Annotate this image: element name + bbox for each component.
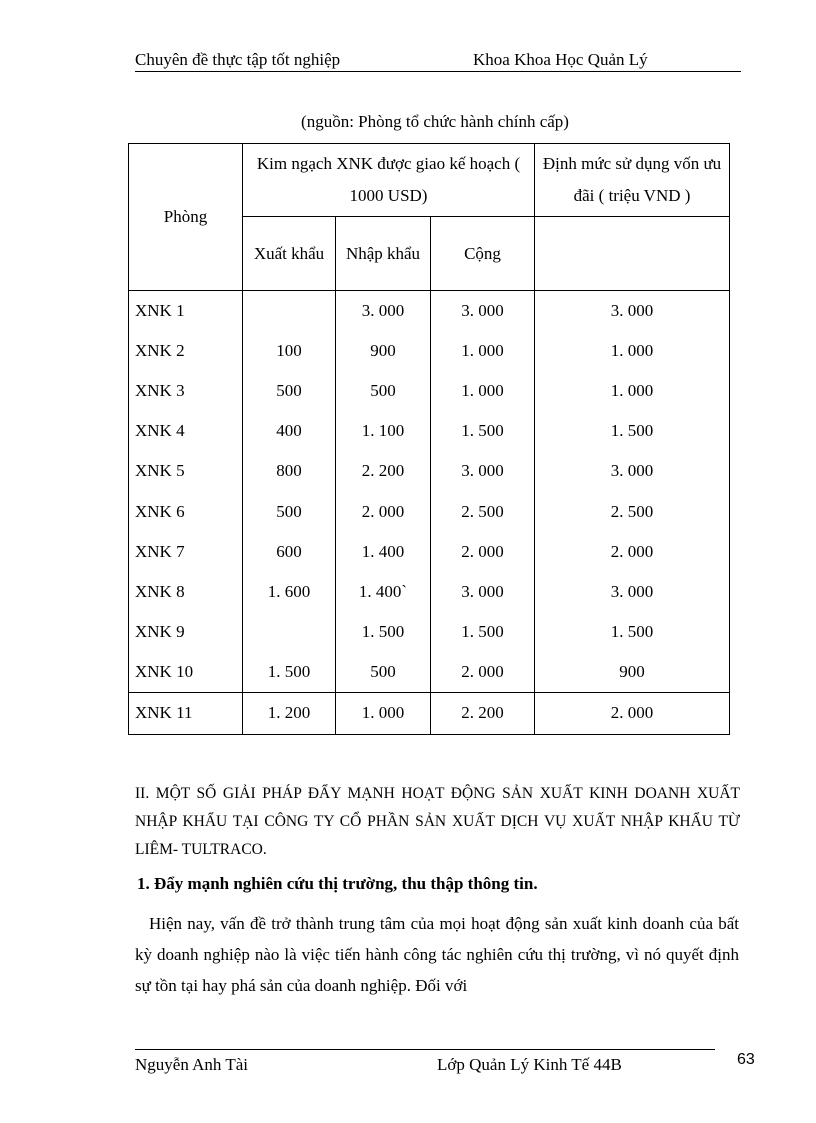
table-row — [129, 572, 730, 612]
cell-cong: 1. 500 — [431, 612, 535, 652]
page-number: 63 — [737, 1051, 755, 1068]
cell-phong: XNK 6 — [129, 491, 243, 531]
header-cong: Cộng — [431, 217, 535, 291]
cell-phong: XNK 7 — [129, 532, 243, 572]
cell-xuat-khau: 500 — [243, 371, 336, 411]
cell-phong: XNK 2 — [129, 331, 243, 371]
cell-dinh-muc: 2. 000 — [535, 692, 730, 734]
cell-xuat-khau: 400 — [243, 411, 336, 451]
header-faculty: Khoa Khoa Học Quản Lý — [473, 50, 648, 69]
cell-nhap-khau: 2. 200 — [336, 451, 431, 491]
table-row — [129, 371, 730, 411]
cell-xuat-khau: 800 — [243, 451, 336, 491]
cell-cong: 1. 500 — [431, 411, 535, 451]
body-paragraph: Hiện nay, vấn đề trở thành trung tâm của mọi hoạt động sản xuất kinh doanh của bất kỳ doanh nghiệp nào là việc tiến hành công tác nghiên cứu thị trường, vì nó quyết định sự tồn tại hay phá sản của doanh nghiệp. Đối với — [135, 914, 739, 995]
capital-quota-table — [128, 143, 730, 735]
header-nhap-khau: Nhập khẩu — [336, 217, 431, 291]
cell-dinh-muc: 1. 500 — [535, 411, 730, 451]
header-dinh-muc-blank — [535, 217, 730, 291]
cell-nhap-khau: 1. 100 — [336, 411, 431, 451]
header-rule — [135, 71, 741, 72]
cell-cong: 2. 500 — [431, 491, 535, 531]
cell-nhap-khau: 1. 400 — [336, 532, 431, 572]
cell-dinh-muc: 3. 000 — [535, 291, 730, 331]
cell-xuat-khau — [243, 612, 336, 652]
cell-cong: 2. 000 — [431, 652, 535, 692]
footer-author: Nguyễn Anh Tài — [135, 1055, 249, 1074]
cell-phong: XNK 8 — [129, 572, 243, 612]
table-row — [129, 411, 730, 451]
cell-cong: 1. 000 — [431, 331, 535, 371]
table-row — [129, 451, 730, 491]
header-dinh-muc: Định mức sử dụng vốn ưu đãi ( triệu VND ) — [535, 144, 730, 217]
cell-xuat-khau: 1. 600 — [243, 572, 336, 612]
table-row — [129, 291, 730, 331]
cell-xuat-khau: 500 — [243, 491, 336, 531]
header-phong: Phòng — [129, 144, 243, 291]
cell-xuat-khau: 100 — [243, 331, 336, 371]
cell-dinh-muc: 2. 500 — [535, 491, 730, 531]
table-row — [129, 532, 730, 572]
cell-nhap-khau: 3. 000 — [336, 291, 431, 331]
cell-xuat-khau: 600 — [243, 532, 336, 572]
cell-dinh-muc: 1. 500 — [535, 612, 730, 652]
page-header — [135, 48, 741, 72]
cell-cong: 3. 000 — [431, 291, 535, 331]
table-body — [129, 291, 730, 693]
table-row — [129, 612, 730, 652]
cell-cong: 1. 000 — [431, 371, 535, 411]
cell-xuat-khau: 1. 500 — [243, 652, 336, 692]
header-thesis-title: Chuyên đề thực tập tốt nghiệp — [135, 50, 341, 69]
footer-rule — [135, 1049, 715, 1050]
cell-phong: XNK 5 — [129, 451, 243, 491]
cell-dinh-muc: 900 — [535, 652, 730, 692]
header-xuat-khau: Xuất khẩu — [243, 217, 336, 291]
cell-dinh-muc: 2. 000 — [535, 532, 730, 572]
cell-nhap-khau: 900 — [336, 331, 431, 371]
cell-dinh-muc: 1. 000 — [535, 331, 730, 371]
cell-cong: 2. 000 — [431, 532, 535, 572]
cell-nhap-khau: 500 — [336, 371, 431, 411]
cell-phong: XNK 11 — [129, 692, 243, 734]
footer-class: Lớp Quản Lý Kinh Tế 44B — [437, 1055, 622, 1074]
table-source-note: (nguồn: Phòng tổ chức hành chính cấp) — [301, 112, 569, 131]
table-row — [129, 692, 730, 734]
cell-nhap-khau: 1. 500 — [336, 612, 431, 652]
table-row — [129, 652, 730, 692]
cell-nhap-khau: 2. 000 — [336, 491, 431, 531]
cell-phong: XNK 9 — [129, 612, 243, 652]
cell-phong: XNK 10 — [129, 652, 243, 692]
cell-xuat-khau — [243, 291, 336, 331]
cell-nhap-khau: 500 — [336, 652, 431, 692]
cell-nhap-khau: 1. 400` — [336, 572, 431, 612]
subsection-title: 1. Đẩy mạnh nghiên cứu thị trường, thu thập thông tin. — [137, 874, 538, 893]
cell-dinh-muc: 3. 000 — [535, 451, 730, 491]
table-row — [129, 491, 730, 531]
header-kim-ngach-group: Kim ngạch XNK được giao kế hoạch ( 1000 USD) — [243, 144, 535, 217]
cell-dinh-muc: 3. 000 — [535, 572, 730, 612]
cell-cong: 3. 000 — [431, 451, 535, 491]
cell-phong: XNK 3 — [129, 371, 243, 411]
cell-cong: 3. 000 — [431, 572, 535, 612]
cell-nhap-khau: 1. 000 — [336, 692, 431, 734]
cell-xuat-khau: 1. 200 — [243, 692, 336, 734]
cell-cong: 2. 200 — [431, 692, 535, 734]
section-title: II. MỘT SỐ GIẢI PHÁP ĐẨY MẠNH HOẠT ĐỘNG SẢN XUẤT KINH DOANH XUẤT NHẬP KHẨU TẠI CÔNG TY CỔ PHẦN SẢN XUẤT DỊCH VỤ XUẤT NHẬP KHẨU TỪ LIÊM- TULTRACO. — [135, 785, 740, 858]
table-row — [129, 331, 730, 371]
cell-phong: XNK 1 — [129, 291, 243, 331]
cell-phong: XNK 4 — [129, 411, 243, 451]
cell-dinh-muc: 1. 000 — [535, 371, 730, 411]
